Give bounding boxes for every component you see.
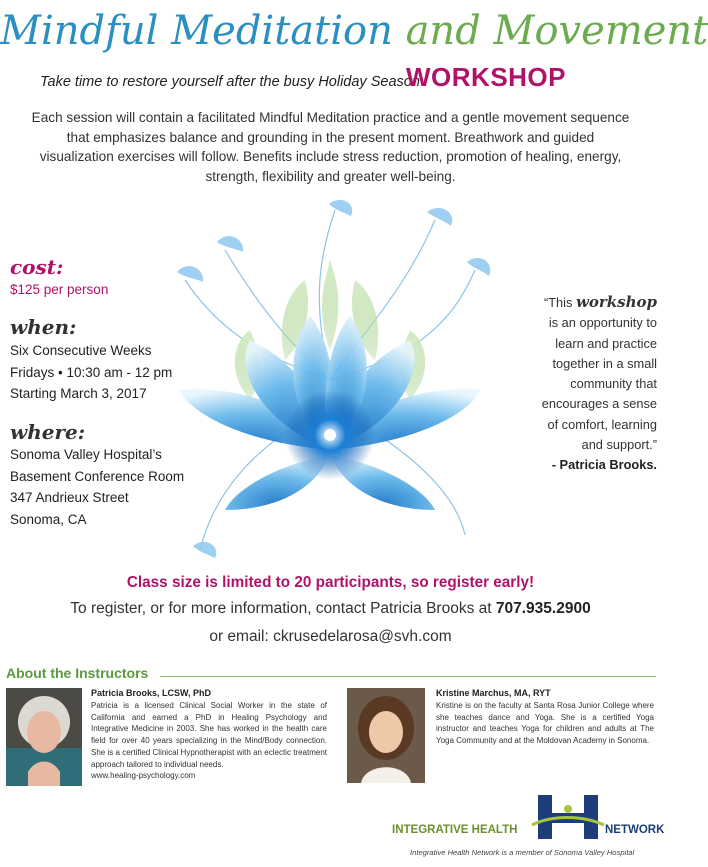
email-line[interactable]: or email: ckrusedelarosa@svh.com <box>209 628 452 645</box>
quote-line: together in a small <box>552 355 657 371</box>
quote-first-line <box>502 292 657 313</box>
where-line: Basement Conference Room <box>10 468 185 484</box>
lotus-flower-illustration <box>165 190 495 570</box>
quote-line: and support.” <box>581 437 657 453</box>
quote-keyword: workshop <box>575 293 657 311</box>
member-note: Integrative Health Network is a member of Sonoma Valley Hospital <box>410 848 635 857</box>
when-line: Starting March 3, 2017 <box>10 386 147 401</box>
title-part-2: and Movement <box>405 8 708 54</box>
where-line: Sonoma, CA <box>10 511 87 527</box>
tagline: Take time to restore yourself after the busy Holiday Season <box>40 74 420 90</box>
quote-line: is an opportunity to <box>548 315 657 331</box>
when-line: Fridays • 10:30 am - 12 pm <box>10 364 173 380</box>
cost-label: cost: <box>10 255 64 279</box>
register-text: To register, or for more information, contact Patricia Brooks at <box>70 600 492 617</box>
phone-number[interactable]: 707.935.2900 <box>495 600 591 617</box>
class-size-notice: Class size is limited to 20 participants, so register early! <box>126 574 535 591</box>
org-name-part2: NETWORK <box>605 824 665 836</box>
quote-line: community that <box>570 376 657 392</box>
quote-attribution: - Patricia Brooks. <box>551 457 657 473</box>
section-divider <box>160 676 656 677</box>
instructor-photo-kristine <box>347 688 425 783</box>
when-line: Six Consecutive Weeks <box>10 343 152 358</box>
where-label: where: <box>10 420 86 444</box>
where-line: Sonoma Valley Hospital’s <box>10 447 162 462</box>
register-line <box>0 600 661 618</box>
instructors-heading: About the Instructors <box>6 665 149 681</box>
org-name-part1: INTEGRATIVE HEALTH <box>392 824 518 836</box>
when-details <box>10 340 172 405</box>
title-part-1: Mindful Meditation <box>0 8 393 54</box>
workshop-label: WORKSHOP <box>406 62 566 92</box>
quote-open: “This <box>543 295 573 310</box>
intro-paragraph: Each session will contain a facilitated Mindful Meditation practice and a gentle movement sequence that emphasizes balance and grounding in the present moment. Breathwork and guided visualization exercises will follow. Benefits include stress reduction, promotion of healing, energy, strength, flexibility and greater well-being. <box>31 110 630 184</box>
quote-line: learn and practice <box>555 335 657 351</box>
instructor-bio-text: Patricia is a licensed Clinical Social Worker in the state of California and earned a PhD in Healing Psychology and Integrative Medicine in 2003. She has worked in the health care field for over 40 years specializing in the Mind/Body connection. She is a certified Clinical Hypnotherapist with an eclectic treatment approach tailored to individual needs. <box>91 701 327 769</box>
quote-line: of comfort, learning <box>547 416 657 432</box>
cost-value: $125 per person <box>10 282 109 297</box>
instructor-bio: Kristine is on the faculty at Santa Rosa Junior College where she teaches dance and Yoga. She is a certified Yoga instructor and teaches Yoga for children and adults at The Yoga Community and at the Moldovan Academy in Sonoma. <box>436 701 654 746</box>
where-line: 347 Andrieux Street <box>10 490 129 505</box>
when-label: when: <box>10 315 77 339</box>
instructor-name: Patricia Brooks, LCSW, PhD <box>91 688 212 698</box>
instructor-name: Kristine Marchus, MA, RYT <box>436 688 551 698</box>
instructor-photo-patricia <box>6 688 82 786</box>
instructor-bio <box>91 700 327 782</box>
integrative-health-network-logo <box>532 795 604 839</box>
where-details <box>10 444 184 530</box>
testimonial-quote <box>502 292 657 476</box>
instructor-website-link[interactable]: www.healing-psychology.com <box>91 771 196 781</box>
page-title <box>0 6 708 56</box>
quote-line: encourages a sense <box>541 396 657 412</box>
